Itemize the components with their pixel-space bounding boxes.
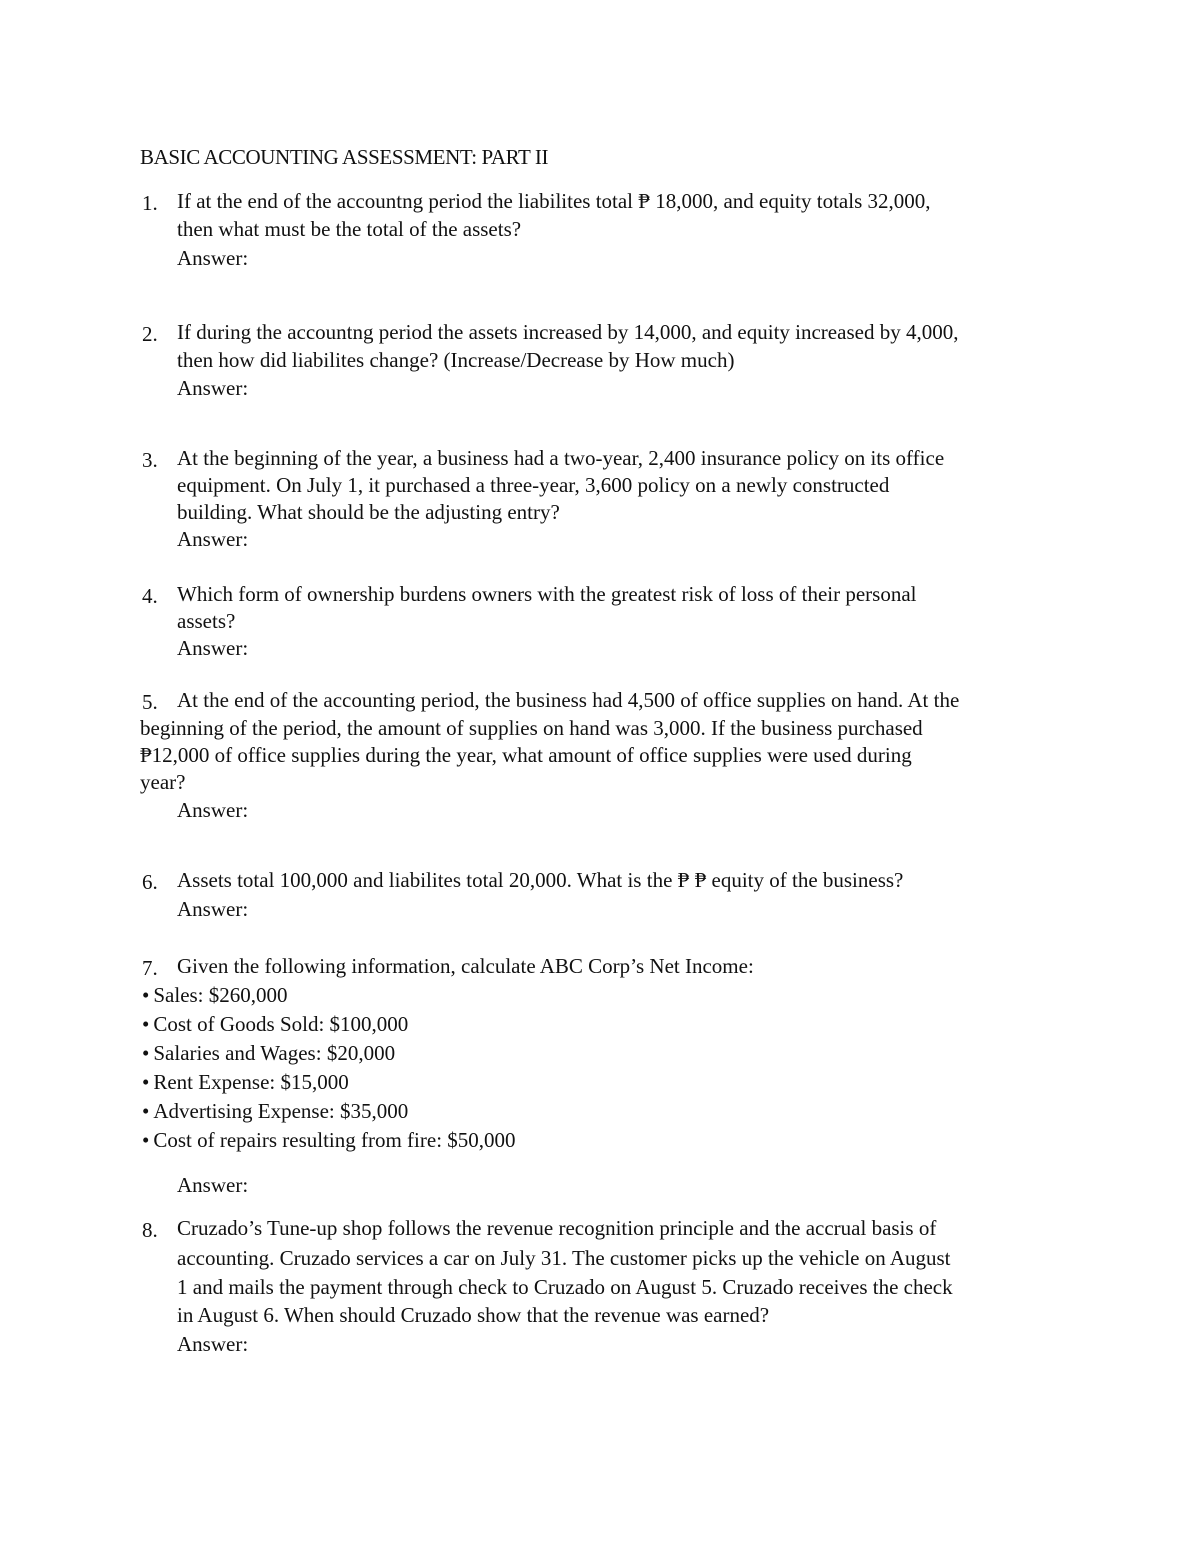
answer-label: Answer:: [177, 636, 249, 660]
question-text-line: At the beginning of the year, a business had a two-year, 2,400 insurance policy on its office: [177, 446, 945, 470]
answer-label: Answer:: [177, 897, 249, 921]
question-text-line: At the end of the accounting period, the business had 4,500 of office supplies on hand. At the: [177, 688, 960, 712]
question-text-line: Given the following information, calculate ABC Corp’s Net Income:: [177, 954, 754, 978]
question-text-line: equipment. On July 1, it purchased a three-year, 3,600 policy on a newly constructed: [177, 473, 890, 497]
question-number: 3.: [142, 448, 158, 472]
question-text-line: then what must be the total of the assets?: [177, 217, 522, 241]
answer-label: Answer:: [177, 798, 249, 822]
question-text-line: If at the end of the accountng period the liabilites total ₱ 18,000, and equity totals 32,000,: [177, 189, 931, 213]
question-text-line: then how did liabilites change? (Increase/Decrease by How much): [177, 348, 735, 372]
question-number: 5.: [142, 690, 158, 714]
list-item: • Cost of Goods Sold: $100,000: [142, 1012, 409, 1036]
question-text-line: If during the accountng period the assets increased by 14,000, and equity increased by 4,000,: [177, 320, 959, 344]
question-text-line: Assets total 100,000 and liabilites total 20,000. What is the ₱ ₱ equity of the business?: [177, 868, 904, 892]
bullet-icon: •: [142, 983, 150, 1007]
list-item: • Rent Expense: $15,000: [142, 1070, 349, 1094]
question-number: 7.: [142, 956, 158, 980]
question-number: 6.: [142, 870, 158, 894]
question-text-line: ₱12,000 of office supplies during the year, what amount of office supplies were used during: [140, 743, 912, 767]
answer-label: Answer:: [177, 1173, 249, 1197]
list-item: • Sales: $260,000: [142, 983, 288, 1007]
question-number: 8.: [142, 1218, 158, 1242]
answer-label: Answer:: [177, 1332, 249, 1356]
question-text-line: in August 6. When should Cruzado show that the revenue was earned?: [177, 1303, 770, 1327]
question-number: 1.: [142, 191, 158, 215]
question-number: 4.: [142, 584, 158, 608]
question-text-line: Which form of ownership burdens owners with the greatest risk of loss of their personal: [177, 582, 917, 606]
answer-label: Answer:: [177, 376, 249, 400]
list-item: • Salaries and Wages: $20,000: [142, 1041, 396, 1065]
list-item: • Cost of repairs resulting from fire: $50,000: [142, 1128, 516, 1152]
question-text-line: 1 and mails the payment through check to Cruzado on August 5. Cruzado receives the check: [177, 1275, 953, 1299]
question-text-line: Cruzado’s Tune-up shop follows the revenue recognition principle and the accrual basis of: [177, 1216, 937, 1240]
question-text-line: year?: [140, 770, 186, 794]
question-text-line: assets?: [177, 609, 236, 633]
bullet-icon: •: [142, 1128, 150, 1152]
question-text-line: building. What should be the adjusting entry?: [177, 500, 560, 524]
question-text-line: beginning of the period, the amount of supplies on hand was 3,000. If the business purchased: [140, 716, 923, 740]
bullet-icon: •: [142, 1041, 150, 1065]
bullet-icon: •: [142, 1099, 150, 1123]
answer-label: Answer:: [177, 527, 249, 551]
bullet-icon: •: [142, 1012, 150, 1036]
list-item: • Advertising Expense: $35,000: [142, 1099, 409, 1123]
question-text-line: accounting. Cruzado services a car on July 31. The customer picks up the vehicle on August: [177, 1246, 951, 1270]
answer-label: Answer:: [177, 246, 249, 270]
page-title: BASIC ACCOUNTING ASSESSMENT: PART II: [140, 145, 549, 169]
bullet-icon: •: [142, 1070, 150, 1094]
question-number: 2.: [142, 322, 158, 346]
